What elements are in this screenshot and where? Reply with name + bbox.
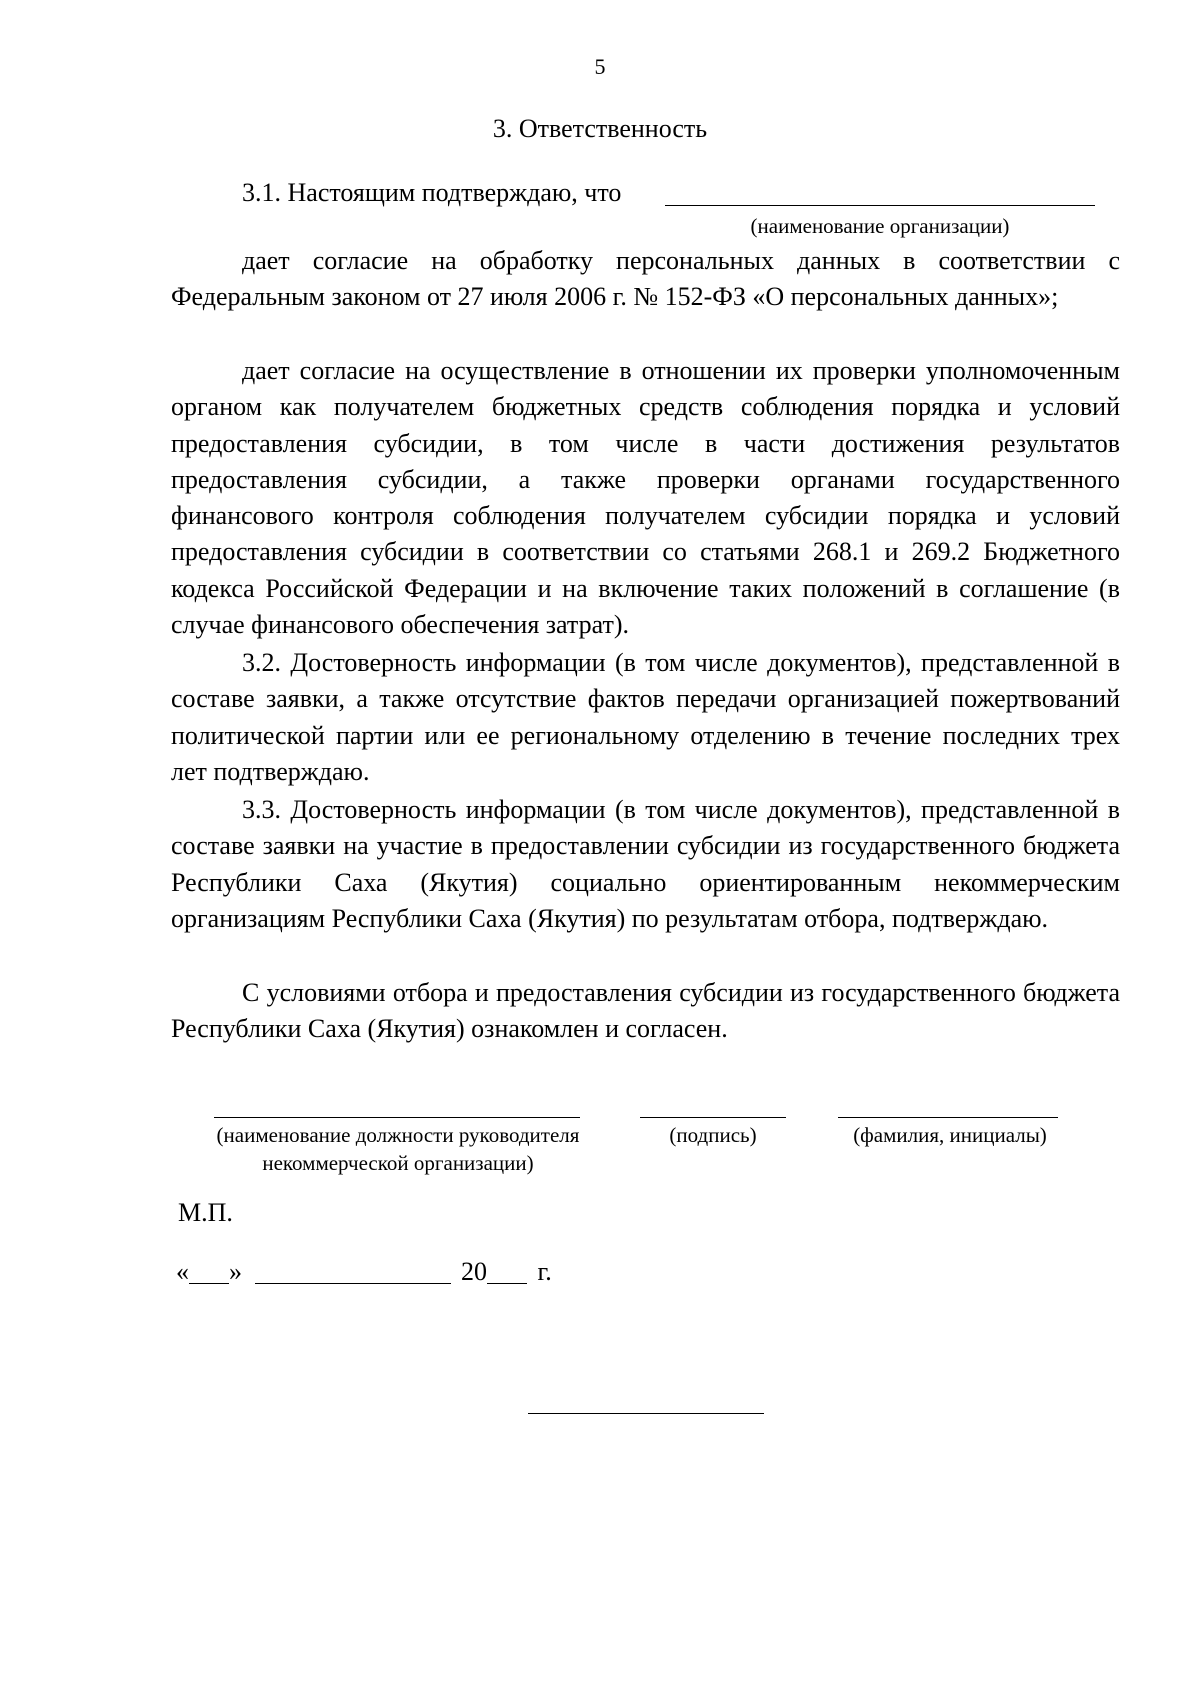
paragraph-3-1-consent-personal-data: дает согласие на обработку персональных данных в соответствии с Федеральным законом от 27 июля 2006 г. № 152-ФЗ «О персональных данных»; bbox=[171, 246, 1120, 312]
paragraph-3-1-lead: 3.1. Настоящим подтверждаю, что bbox=[242, 178, 622, 207]
paragraph-3-3: 3.3. Достоверность информации (в том числе документов), представленной в составе заявки на участие в предоставлении субсидии из государственного бюджета Республики Саха (Якутия) социально ориентированным некоммерческим организациям Республики Саха (Якутия) по результатам отбора, подтверждаю. bbox=[171, 795, 1120, 933]
stamp-label: М.П. bbox=[178, 1198, 233, 1227]
position-blank[interactable] bbox=[214, 1117, 580, 1118]
page-number: 5 bbox=[594, 54, 606, 79]
year-suffix: г. bbox=[537, 1257, 552, 1286]
signature-blank[interactable] bbox=[640, 1117, 786, 1118]
section-title: 3. Ответственность bbox=[492, 114, 708, 143]
paragraph-3-1-consent-inspection: дает согласие на осуществление в отношении их проверки уполномоченным органом как получателем бюджетных средств соблюдения порядка и условий предоставления субсидии, в том числе в части достижения результатов предоставления субсидии, а также проверки органами государственного финансового контроля соблюдения получателем субсидии порядка и условий предоставления субсидии в соответствии со статьями 268.1 и 269.2 Бюджетного кодекса Российской Федерации и на включение таких положений в соглашение (в случае финансового обеспечения затрат). bbox=[171, 356, 1120, 640]
date-close-quote: » bbox=[229, 1257, 242, 1286]
name-caption: (фамилия, инициалы) bbox=[853, 1123, 1047, 1147]
paragraph-3-2: 3.2. Достоверность информации (в том числе документов), представленной в составе заявки, а также отсутствие фактов передачи организацией пожертвований политической партии или ее региональному отделению в течение последних трех лет подтверждаю. bbox=[171, 648, 1120, 786]
organization-name-caption: (наименование организации) bbox=[750, 214, 1010, 238]
position-caption: (наименование должности руководителя некоммерческой организации) bbox=[216, 1123, 580, 1175]
month-blank[interactable] bbox=[255, 1257, 451, 1284]
year-blank[interactable] bbox=[487, 1257, 527, 1284]
year-prefix: 20 bbox=[461, 1257, 487, 1286]
name-blank[interactable] bbox=[838, 1117, 1058, 1118]
paragraph-agreement: С условиями отбора и предоставления субсидии из государственного бюджета Республики Саха (Якутия) ознакомлен и согласен. bbox=[171, 978, 1120, 1044]
day-blank[interactable] bbox=[189, 1257, 229, 1284]
footer-divider bbox=[528, 1413, 764, 1414]
date-open-quote: « bbox=[176, 1257, 189, 1286]
date-line bbox=[176, 1253, 552, 1287]
organization-name-blank[interactable] bbox=[665, 205, 1095, 206]
signature-caption: (подпись) bbox=[669, 1123, 757, 1147]
